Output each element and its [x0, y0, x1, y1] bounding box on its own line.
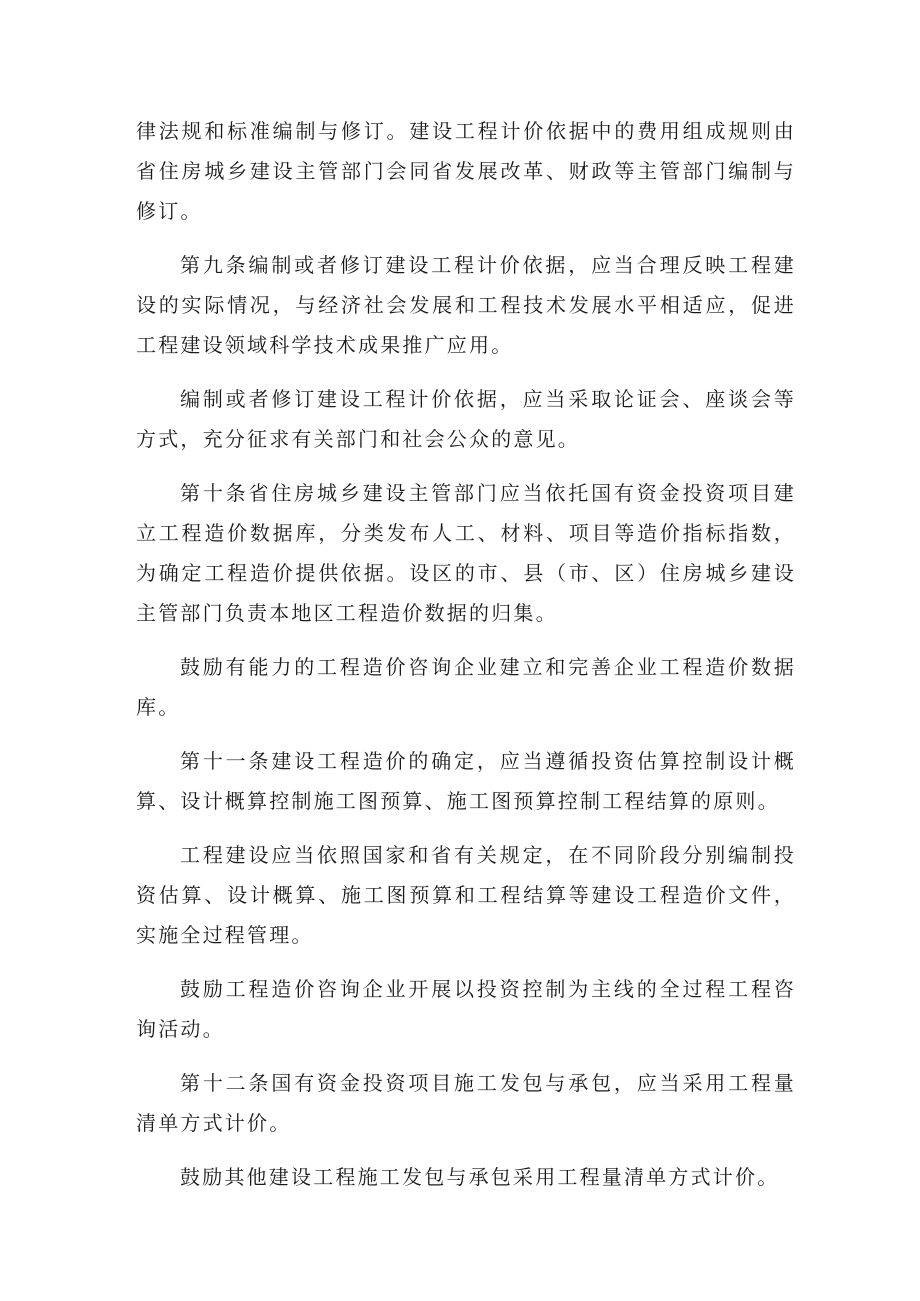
paragraph-article-10: 第十条省住房城乡建设主管部门应当依托国有资金投资项目建立工程造价数据库，分类发布人工、材料、项目等造价指标指数，为确定工程造价提供依据。设区的市、县（市、区）住房城乡建设主管部门负责本地区工程造价数据的归集。	[136, 481, 796, 625]
paragraph-10: 鼓励其他建设工程施工发包与承包采用工程量清单方式计价。	[180, 1165, 780, 1189]
paragraph-3: 编制或者修订建设工程计价依据，应当采取论证会、座谈会等方式，充分征求有关部门和社会公众的意见。	[136, 387, 796, 451]
paragraph-1: 律法规和标准编制与修订。建设工程计价依据中的费用组成规则由省住房城乡建设主管部门会同省发展改革、财政等主管部门编制与修订。	[136, 119, 796, 223]
paragraph-5: 鼓励有能力的工程造价咨询企业建立和完善企业工程造价数据库。	[136, 655, 796, 719]
paragraph-article-12: 第十二条国有资金投资项目施工发包与承包，应当采用工程量清单方式计价。	[136, 1071, 796, 1135]
paragraph-article-9: 第九条编制或者修订建设工程计价依据，应当合理反映工程建设的实际情况，与经济社会发展和工程技术发展水平相适应，促进工程建设领域科学技术成果推广应用。	[136, 253, 796, 357]
paragraph-8: 鼓励工程造价咨询企业开展以投资控制为主线的全过程工程咨询活动。	[136, 977, 796, 1041]
document-body	[136, 111, 796, 1197]
paragraph-7: 工程建设应当依照国家和省有关规定，在不同阶段分别编制投资估算、设计概算、施工图预算和工程结算等建设工程造价文件，实施全过程管理。	[136, 843, 796, 947]
paragraph-article-11: 第十一条建设工程造价的确定，应当遵循投资估算控制设计概算、设计概算控制施工图预算、施工图预算控制工程结算的原则。	[136, 749, 796, 813]
